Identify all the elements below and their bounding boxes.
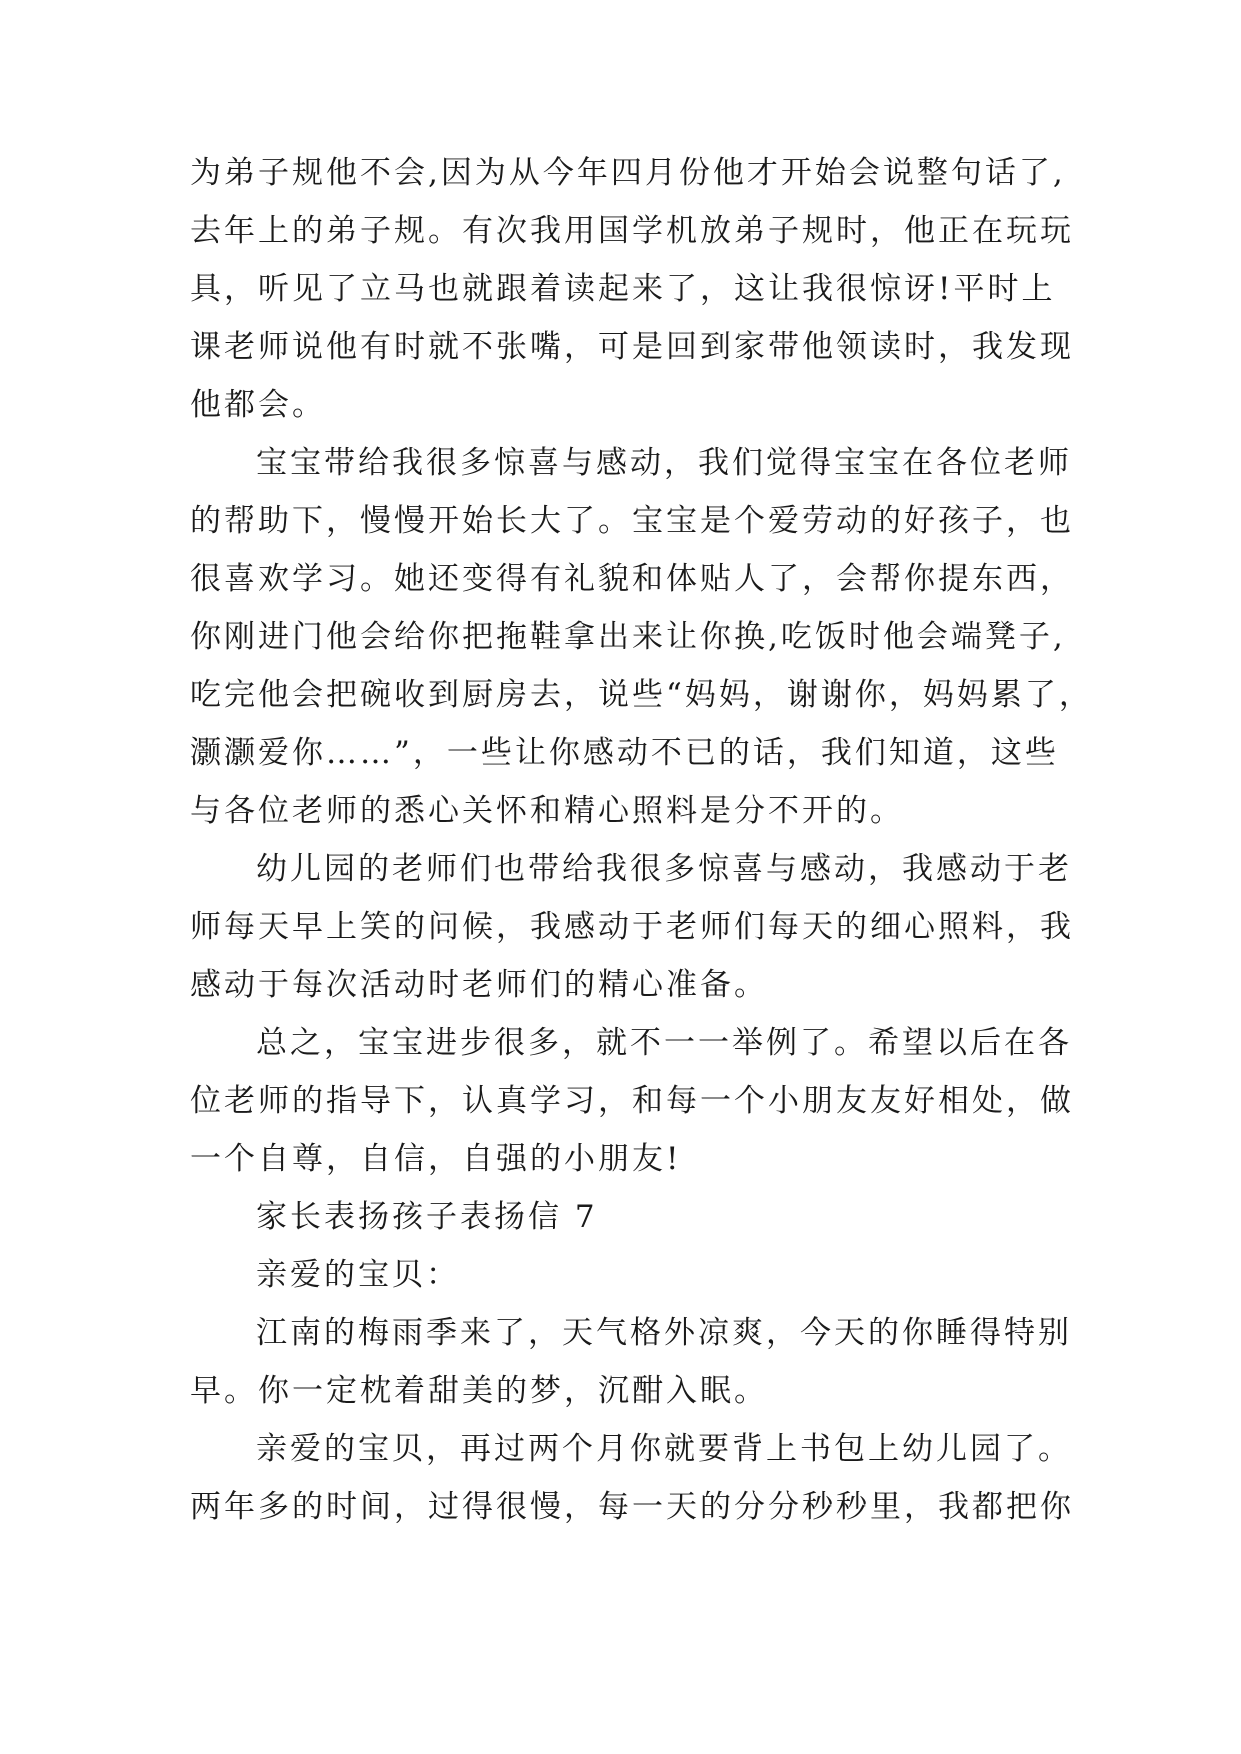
text-line: 早。你一定枕着甜美的梦，沉酣入眠。	[190, 1373, 768, 1409]
text-line: 具，听见了立马也就跟着读起来了，这让我很惊讶!平时上	[190, 271, 1056, 307]
paragraph-start: 幼儿园的老师们也带给我很多惊喜与感动，我感动于老	[256, 851, 1072, 887]
text-line: 他都会。	[190, 387, 326, 423]
text-line: 师每天早上笑的问候，我感动于老师们每天的细心照料，我	[190, 909, 1074, 945]
letter-salutation: 亲爱的宝贝：	[256, 1257, 460, 1293]
text-line: 很喜欢学习。她还变得有礼貌和体贴人了，会帮你提东西，	[190, 561, 1074, 597]
text-line: 吃完他会把碗收到厨房去，说些“妈妈，谢谢你，妈妈累了，	[190, 677, 1093, 713]
text-line: 课老师说他有时就不张嘴，可是回到家带他领读时，我发现	[190, 329, 1074, 365]
paragraph-start: 宝宝带给我很多惊喜与感动，我们觉得宝宝在各位老师	[256, 445, 1072, 481]
text-line: 的帮助下，慢慢开始长大了。宝宝是个爱劳动的好孩子，也	[190, 503, 1074, 539]
section-heading: 家长表扬孩子表扬信 7	[256, 1199, 598, 1235]
text-line: 灏灏爱你……”，一些让你感动不已的话，我们知道，这些	[190, 735, 1059, 771]
text-line: 你刚进门他会给你把拖鞋拿出来让你换,吃饭时他会端凳子,	[190, 619, 1066, 655]
text-line: 感动于每次活动时老师们的精心准备。	[190, 967, 768, 1003]
text-line: 为弟子规他不会,因为从今年四月份他才开始会说整句话了,	[190, 155, 1066, 191]
text-line: 与各位老师的悉心关怀和精心照料是分不开的。	[190, 793, 904, 829]
paragraph-start: 总之，宝宝进步很多，就不一一举例了。希望以后在各	[256, 1025, 1072, 1061]
text-line: 一个自尊，自信，自强的小朋友!	[190, 1141, 682, 1177]
paragraph-start: 江南的梅雨季来了，天气格外凉爽，今天的你睡得特别	[256, 1315, 1072, 1351]
text-line: 去年上的弟子规。有次我用国学机放弟子规时，他正在玩玩	[190, 213, 1074, 249]
paragraph-start: 亲爱的宝贝，再过两个月你就要背上书包上幼儿园了。	[256, 1431, 1072, 1467]
text-line: 位老师的指导下，认真学习，和每一个小朋友友好相处，做	[190, 1083, 1074, 1119]
text-line: 两年多的时间，过得很慢，每一天的分分秒秒里，我都把你	[190, 1489, 1074, 1525]
